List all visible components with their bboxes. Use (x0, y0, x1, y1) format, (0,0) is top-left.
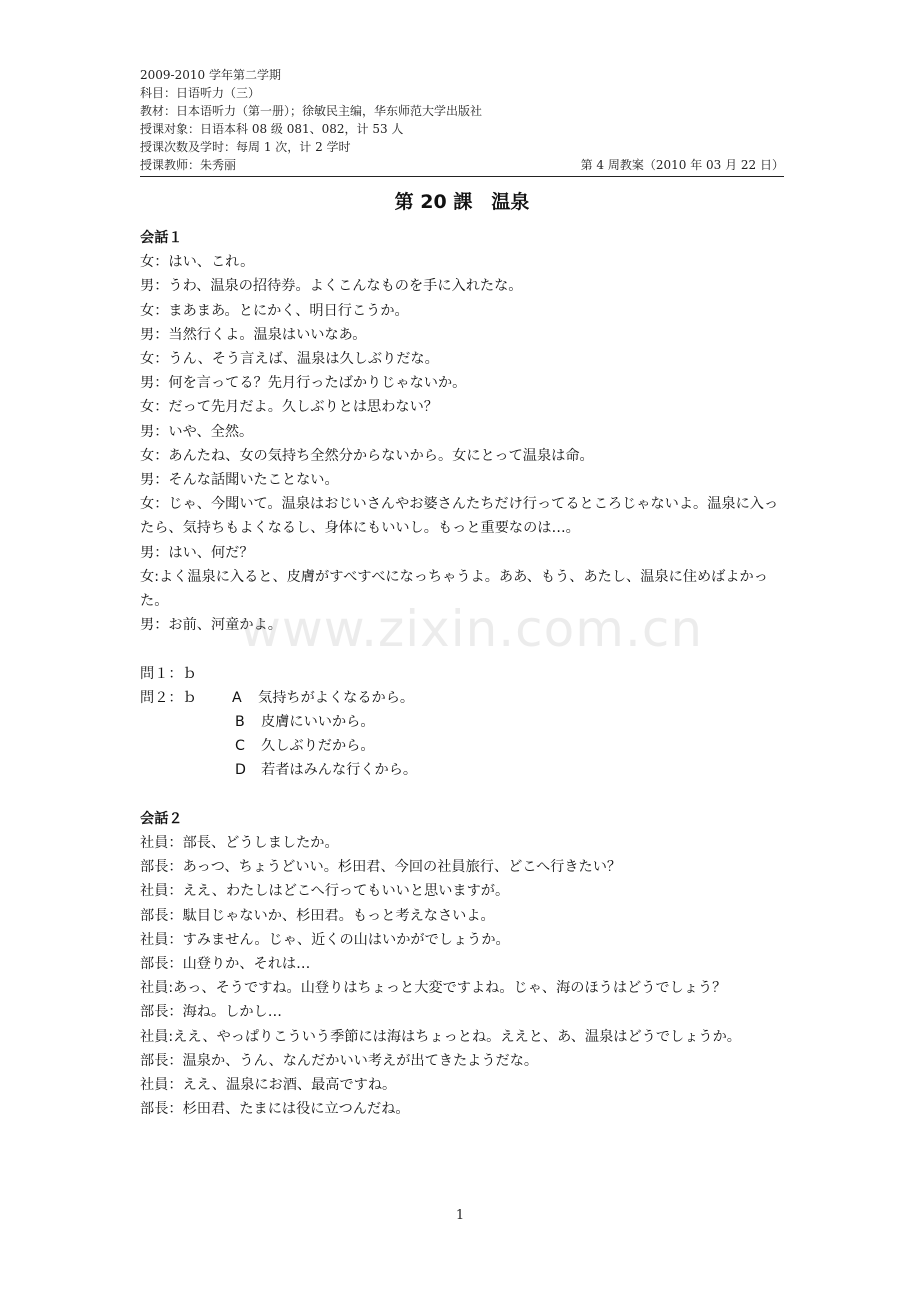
question-1-answer: 問１：ｂ (140, 665, 197, 682)
dialogue-line: 男：そんな話聞いたことない。 (140, 472, 339, 489)
dialogue-line: 女:よく温泉に入ると、皮膚がすべすべになっちゃうよ。ああ、もう、あたし、温泉に住めばよかった。 (140, 568, 768, 610)
option-text: 皮膚にいいから。 (261, 714, 375, 731)
option-text: 気持ちがよくなるから。 (258, 689, 415, 706)
dialogue-line: 部長：あっつ、ちょうどいい。杉田君、今回の社員旅行、どこへ行きたい？ (140, 859, 622, 876)
teacher-name: 授课教师：朱秀丽 (140, 158, 237, 172)
teacher-week-line (140, 156, 784, 174)
schedule-line: 授课次数及学时：每周 1 次，计 2 学时 (140, 140, 351, 154)
dialogue-line: 社員：ええ、温泉にお酒、最高ですね。 (140, 1077, 397, 1094)
dialogue-line: 男：何を言ってる？先月行ったばかりじゃないか。 (140, 375, 467, 392)
dialogue-line: 男：うわ、温泉の招待券。よくこんなものを手に入れたな。 (140, 278, 523, 295)
week-plan-date: 第 4 周教案（2010 年 03 月 22 日） (580, 158, 784, 172)
dialogue-line: 男：お前、河童かよ。 (140, 617, 282, 634)
course-header (140, 66, 784, 174)
answer-option (140, 734, 790, 758)
dialogue-line: 女：あんたね、女の気持ち全然分からないから。女にとって温泉は命。 (140, 447, 594, 464)
conversation-2-heading: 会話２ (140, 810, 183, 827)
lesson-body (140, 226, 790, 1121)
dialogue-line: 部長：温泉か、うん、なんだかいい考えが出てきたようだな。 (140, 1052, 539, 1069)
semester-line: 2009-2010 学年第二学期 (140, 68, 281, 82)
dialogue-line: 男：当然行くよ。温泉はいいなあ。 (140, 326, 367, 343)
dialogue-line: 女：はい、これ。 (140, 254, 255, 271)
dialogue-line: 社員:ええ、やっぱりこういう季節には海はちょっとね。ええと、あ、温泉はどうでしょうか。 (140, 1028, 741, 1045)
textbook-line: 教材：日本语听力（第一册）；徐敏民主编，华东师范大学出版社 (140, 104, 483, 118)
lesson-title: 第 20 課 温泉 (394, 191, 530, 213)
option-letter: A (232, 689, 242, 706)
option-text: 若者はみんな行くから。 (261, 762, 418, 779)
dialogue-line: 女：うん、そう言えば、温泉は久しぶりだな。 (140, 351, 439, 368)
dialogue-line: 男：いや、全然。 (140, 423, 254, 440)
answer-option (140, 710, 790, 734)
option-letter: C (235, 738, 245, 755)
question-2-answer: 問２：ｂ (140, 689, 197, 706)
page-number: 1 (455, 1208, 465, 1223)
option-letter: D (235, 762, 246, 779)
dialogue-line: 女：じゃ、今聞いて。温泉はおじいさんやお婆さんたちだけ行ってるところじゃないよ。温泉に入ったら、気持ちもよくなるし、身体にもいいし。もっと重要なのは…。 (140, 496, 779, 537)
option-text: 久しぶりだから。 (261, 738, 375, 755)
watermark: www.zixin.com.cn (240, 600, 704, 658)
dialogue-line: 社員：ええ、わたしはどこへ行ってもいいと思いますが。 (140, 883, 510, 900)
dialogue-line: 部長：駄目じゃないか、杉田君。もっと考えなさいよ。 (140, 907, 495, 924)
dialogue-line: 女：だって先月だよ。久しぶりとは思わない？ (140, 399, 438, 416)
conversation-1-heading: 会話１ (140, 230, 183, 246)
dialogue-line: 部長：山登りか、それは… (140, 956, 311, 973)
dialogue-line: 社員:あっ、そうですね。山登りはちょっと大変ですよね。じゃ、海のほうはどうでしょう？ (140, 980, 727, 997)
dialogue-line: 社員：すみません。じゃ、近くの山はいかがでしょうか。 (140, 931, 510, 948)
spacer (140, 783, 790, 807)
dialogue-line: 部長：海ね。しかし… (140, 1004, 282, 1021)
dialogue-line: 社員：部長、どうしましたか。 (140, 835, 339, 852)
dialogue-line: 女：まあまあ。とにかく、明日行こうか。 (140, 302, 409, 319)
answer-option (140, 758, 790, 782)
subject-line: 科目：日语听力（三） (140, 86, 261, 100)
option-letter: B (235, 714, 245, 731)
dialogue-line: 部長：杉田君、たまには役に立つんだね。 (140, 1101, 410, 1118)
question-2-row (140, 686, 790, 710)
dialogue-line: 男：はい、何だ？ (140, 544, 254, 561)
header-divider (140, 176, 784, 177)
audience-line: 授课对象：日语本科 08 级 081、082，计 53 人 (140, 122, 404, 136)
